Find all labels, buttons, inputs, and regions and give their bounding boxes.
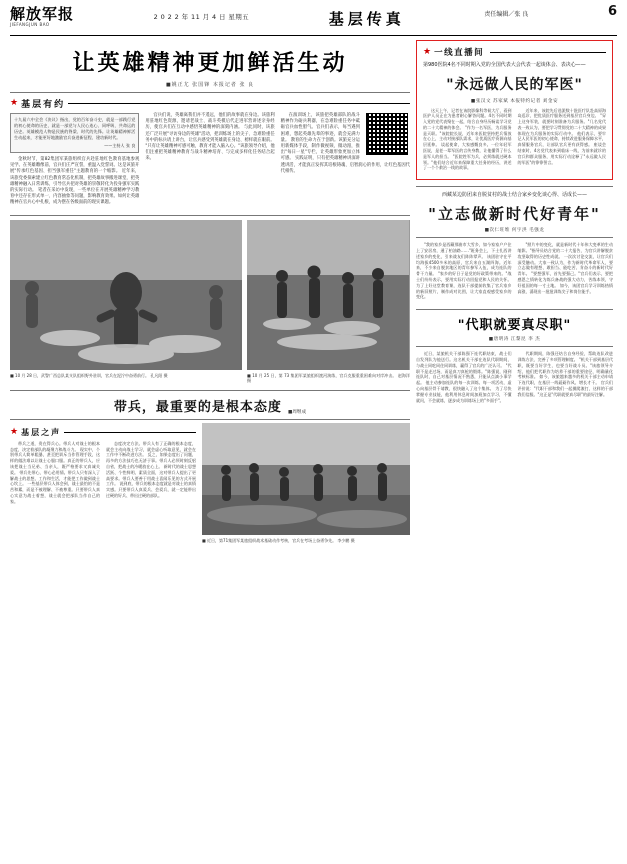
lead-columns — [10, 113, 410, 210]
qr-code-block[interactable] — [364, 113, 410, 155]
mid-feature-rule — [416, 237, 613, 238]
masthead-rule — [10, 35, 617, 36]
bottom-right-column-1 — [416, 351, 512, 406]
photo-left-caption-credit: 孔凡阳 摄 — [150, 372, 168, 378]
newspaper-logo-pinyin: JIEFANGJUN BAO — [10, 22, 50, 27]
right-column-group — [416, 40, 613, 543]
divider-after-lead — [10, 215, 410, 216]
bottom-right-headline: "代职就要真尽职" — [457, 318, 572, 334]
photo-right-caption — [247, 373, 410, 384]
newspaper-logo: 解放军报 — [10, 5, 75, 23]
live-broadcast-box — [416, 40, 613, 180]
mid-feature-byline: ■次仁旺堆 何宇洪 毛强龙 — [484, 228, 545, 234]
lead-rule — [10, 92, 410, 93]
mid-feature-columns — [416, 242, 613, 303]
section-header-rule — [68, 102, 410, 105]
photo-tactical-training-art — [202, 423, 410, 535]
page-number: 6 — [607, 4, 617, 19]
lead-quote-text: 十九届六中全会《决议》指出，党的百年奋斗史，就是一部践行党的初心使命的历史，就是一部党与人民心连心、同呼吸、共命运的历史。英雄模范人物是民族的脊梁、时代的先锋。让英雄精神鲜活生动起来，才能更好地激励官兵奋进新征程、建功新时代。 — [14, 117, 136, 140]
bottom-right-column-2 — [518, 351, 614, 406]
live-broadcast-column-1 — [423, 108, 512, 175]
left-column-group — [10, 40, 410, 543]
live-broadcast-lead: 第980医院4名不同时期入党的全国代表大会代表一起谈体会、表决心—— — [423, 62, 586, 68]
responsible-editor: 责任编辑／张 良 — [484, 11, 529, 18]
bottom-left-rule — [10, 419, 410, 420]
mid-feature-headline: "立志做新时代好青年" — [428, 205, 601, 224]
bottom-left-byline: ■周继成 — [287, 409, 307, 415]
photo-river-crossing — [247, 220, 410, 370]
photo-soldier-water-art — [10, 220, 242, 370]
masthead-right — [484, 6, 528, 18]
lead-column-3 — [281, 113, 410, 210]
bottom-right-paragraph: 近日，某旅机关干部陈强下连代职结束，战士们自发列队为他送行。这名机关干部在连队代职期间，与战士同吃同住同训练，赢得了官兵的广泛认可。 "代职不是走过场，而是真刀真枪的锻炼。"陈强说，刚到连队时，自己对基层情况不熟悉，只能从点滴小事学起。 他主动参加连队的每一次训练、每一项活动，虚心向基层骨干请教，很快融入了这个集体。 为了尽快掌握专业技能，他利用休息时间加班加点学习，不懂就问，不会就练，逐步成为训练场上的"多面手"。 — [416, 351, 512, 403]
mid-feature-paragraph: "照片中的变化，就是新时代十年伟大变革的生动缩影。"指导员结合党的二十大报告，为官兵讲解脱贫攻坚取得的历史性成就。 一次次讨论交流，让官兵们深受触动。大家一致认为，作为新时代革命军人，要立志做有理想、敢担当、能吃苦、肯奋斗的新时代好青年。 "要想强军，首先要强己。"官兵们表示，要把感恩之情转化为练兵备战的强大动力，苦练本领，守好祖国的每一寸土地。 如今，该团官兵学习训练热情高涨，涌现出一批批训练尖子和岗位能手。 — [517, 242, 613, 294]
live-broadcast-header — [423, 46, 606, 58]
bottom-left-article — [10, 396, 410, 544]
lead-paragraph: 金秋时节，第82集团军某旅组织官兵赴驻地红色教育基地参观见学。在英雄雕像前，官兵们庄严宣誓，重温入党誓词。这是该旅开展"传承红色基因、担当强军重任"主题教育的一个缩影。 近年来，该旅党委探索建立红色教育常态化机制，把英雄故事搬进课堂，把英雄精神融入日常训练，引导官兵把对英雄的崇敬转化为投身强军实践的实际行动。 笔者在采访中发现，一些单位在开展英雄精神学习教育中还存在形式单一、内容抽象等问题，影响教育效果。如何让英雄精神在官兵心中扎根，成为摆在各级面前的现实课题。 — [10, 157, 140, 206]
photo-left-block — [10, 220, 242, 384]
lead-quote-sign: ——主持人 张 良 — [104, 143, 136, 148]
bottom-right-paragraph: 代职期间，陈强还结合自身经验，帮助连队改进训练方法，完善了多项管理制度。 "机关干部到基层代职，既要当好学生，也要当好战斗员。"该旅领导介绍，他们把代职作为培养干部的重要途径，明确量化考核标准。 如今，该旅越来越多的机关干部主动申请下连代职，在基层一线砥砺作风、增长才干。 官兵们评价说："代职干部和我们一起摸爬滚打，这样的干部我们信服。"这正是"代职就要真尽职"的最好注解。 — [517, 351, 613, 397]
lead-article — [10, 46, 410, 210]
live-broadcast-column-2 — [518, 108, 607, 175]
photo-river-crossing-art — [247, 220, 409, 370]
photo-right-block — [247, 220, 410, 384]
live-broadcast-rule — [490, 52, 606, 53]
divider-after-midfeature — [416, 309, 613, 310]
lead-paragraph: 在演训场上，该旅把英雄部队的战斗精神作为砺兵利器，在急难险重任务中砥砺官兵血性胆气。官兵们表示，每当遇到困难，想起英雄先辈的事迹，就会充满力量。 教育的生命力在于创新。该旅充分运用新媒体手段，制作微视频、微动漫，推出"每日一星"专栏，让英雄形象更加立体可感。 实践证明，只有把英雄精神讲深讲透讲活，才能真正发挥其培根铸魂、启智润心的作用，让红色基因代代相传。 — [280, 113, 410, 174]
lead-quote-box — [10, 113, 139, 153]
bottom-right-rule — [416, 346, 613, 347]
star-icon: ★ — [10, 98, 19, 108]
star-icon: ★ — [423, 47, 432, 57]
lead-column-2 — [145, 113, 274, 210]
star-icon: ★ — [10, 426, 19, 437]
mid-feature-paragraph: "我的家乡是西藏那曲市大雪乡，如今家家户户住上了安居房，通了柏油路……"班务会上，下士扎西讲述家乡的变化，引来战友们阵阵掌声。 该团驻守在平均海拔4500多米的高原，官兵来自五湖四海。近年来，不少来自脱贫地区的青年参军入伍，成为连队的骨干力量。 "家乡的好日子是党的好政策带来的。"战士们纷纷表示，要用实际行动回报党和人民的关怀。 为了上好这堂教育课，连队干部提前收集了官兵家乡的新旧照片，制作成对比图，让大家直观感受家乡的变化。 — [416, 242, 512, 300]
mid-feature-column-1 — [416, 242, 512, 303]
live-broadcast-byline: ■张汉文 苏家斌 本报特约记者 刘金安 — [470, 98, 559, 104]
lead-headline: 让英雄精神更加鲜活生动 — [72, 50, 348, 76]
qr-code-icon[interactable] — [366, 113, 408, 155]
bottom-right-article — [416, 314, 613, 406]
photo-left-caption-text: ■ 10 月 28 日，武警广西总队某支队组织野外驻训，官兵在泥泞中奋勇前行。 — [10, 372, 150, 378]
bottom-left-text-block — [10, 423, 196, 544]
live-broadcast-paragraph: 近年来，该院先后选派数十批医疗队赴高原海岛巡诊，把优质医疗服务送到基层官兵身边。 "穿上这身军装，就要时刻准备为兵服务。"几名党代表一致认为，要把学习贯彻党的二十大精神的成果体现在为兵服务的实际行动中。 他们表示，要牢记人民军医的初心使命，持续改进服务保障水平，真情服务官兵，让部队官兵更有获得感。 座谈会结束时，4名党代表来到临床一线，为前来就诊的官兵和群众服务，用实际行动诠释了"永远做人民的军医"的铮铮誓言。 — [517, 107, 606, 165]
bottom-left-paragraph: 带兵之道，贵在得兵心。带兵人对战士的根本态度，决定着部队的凝聚力和战斗力。 现实中，个别带兵人简单粗暴，甚至把训斥当作管理手段，这样的做法难以让战士心服口服。真正的带兵人，应该把战士当兄弟、当亲人，既严格要求又真诚关爱。 带兵先带心，带心必用情。带兵人只有深入了解战士的思想、工作和生活，才能把工作做到战士心坎上。 一些基层带兵人体会到，战士最怕的不是苦和累，而是不被理解、不被尊重。只要带兵人真心实意为战士着想，战士就会把部队当作自己的家。 — [10, 440, 100, 504]
photo-left-caption — [10, 373, 242, 379]
mid-feature-lead: 西藏某边防团来自脱贫村的战士结合家乡变化谈心得、话成长—— — [441, 192, 587, 199]
bottom-left-photo-block — [202, 423, 410, 544]
bottom-left-photo-caption — [202, 538, 410, 544]
section-title: 基层传真 — [328, 10, 405, 28]
mid-feature-article — [416, 191, 613, 303]
section-header-jiceng-zhisheng — [10, 427, 196, 438]
photo-strip — [10, 220, 410, 384]
bottom-left-photo-credit: 李少鹏 摄 — [337, 537, 355, 543]
bottom-left-paragraph: 态度决定方法。带兵人有了正确的根本态度，就会主动向战士学习，就会虚心听取意见，就会在工作中不断改进方法。 反之，如果态度出了问题，再多的方法技巧也无济于事。带兵人必须时刻反躬自省，把战士的冷暖放在心上。 新时代的战士思想活跃、个性鲜明、素质全面，这对带兵人提出了更高要求。带兵人要善于用战士喜闻乐见的方式开展工作。 说到底，带兵的根本态度就是对战士的真情实感。只要带兵人真爱兵、会爱兵，就一定能带出过硬的好兵、带出过硬的部队。 — [106, 440, 196, 498]
section-header-label: 基层有约 — [21, 100, 66, 110]
bottom-left-column-2 — [106, 441, 196, 508]
section-header-rule — [64, 431, 196, 434]
masthead — [10, 6, 617, 32]
page-body — [10, 40, 617, 543]
photo-soldier-water — [10, 220, 242, 370]
live-broadcast-headline: "永远做人民的军医" — [446, 76, 583, 93]
live-broadcast-paragraph: 这天上午，记者在该院影像科等候大厅，看到医护人员正在为患者耐心解答问题。4名不同时期入党的党代表聚在一起，结合自身经历畅谈学习党的二十大精神的体会。 "作为一名军医，为兵服务是天职。"该院院长说，近年来医院坚持把兵情放在心上，主动对接部队需求，让优质医疗资源向基层延伸。 谈起使命，大家感慨良多。一位年轻军医说，是老一辈军医的言传身教，让他懂得了什么是军人的担当。 "医院姓军为兵，必须练就过硬本领。"他们结合近年来保障重大任务的经历，讲述了一个个救治一线的故事。 — [423, 107, 512, 171]
bottom-right-columns — [416, 351, 613, 406]
photo-tactical-training — [202, 423, 410, 535]
section-header-jiceng-youyue — [10, 97, 410, 110]
mid-feature-column-2 — [518, 242, 614, 303]
divider-after-photos — [10, 390, 410, 391]
bottom-right-byline: ■唐明涛 江黎昆 李 杰 — [488, 337, 541, 343]
lead-byline: ■姚正尤 张国锋 本报记者 张 良 — [165, 82, 255, 88]
masthead-logo-block — [10, 6, 74, 27]
masthead-date: 2 0 2 2 年 11 月 4 日 星期五 — [153, 13, 250, 21]
bottom-left-photo-caption-text: ■ 近日，第71集团军某旅组织战术基础动作考核，官兵在考场上奋勇争先。 — [202, 537, 337, 543]
bottom-left-headline: 带兵，最重要的是根本态度 — [113, 399, 282, 415]
bottom-left-column-1 — [10, 441, 100, 508]
live-broadcast-columns — [423, 108, 606, 175]
photo-right-caption-credit: 赵海洋 摄 — [247, 372, 410, 384]
lead-paragraph: 官兵们说，英雄离我们并不遥远，他们的故事就在身边。该旅利用驻地红色资源，邀请老战士、战斗英模后代走进军营讲述亲身经历，使官兵们在互动中感悟英雄精神的深刻内涵。 与此同时，该旅还广泛开展"寻访身边的英雄"活动，把训练场上的尖子、急难险重任务中的标兵请上讲台，让官兵感受到英雄就在身边、榜样就在眼前。 "只有让英雄精神可感可触，教育才能入脑入心。"该旅领导介绍，他们注重把英雄精神教育与战斗精神培育、与完成多样化任务结合起来。 — [145, 113, 275, 162]
section-header-label: 基层之声 — [21, 426, 62, 437]
live-broadcast-label: 一线直播间 — [434, 48, 485, 58]
divider-after-redbox — [416, 186, 613, 187]
photo-right-caption-text: ■ 10 月 25 日，第 73 集团军某旅组织渡河演练，官兵克服重重困难向对岸冲击。 — [247, 372, 397, 378]
lead-column-1 — [10, 113, 139, 210]
